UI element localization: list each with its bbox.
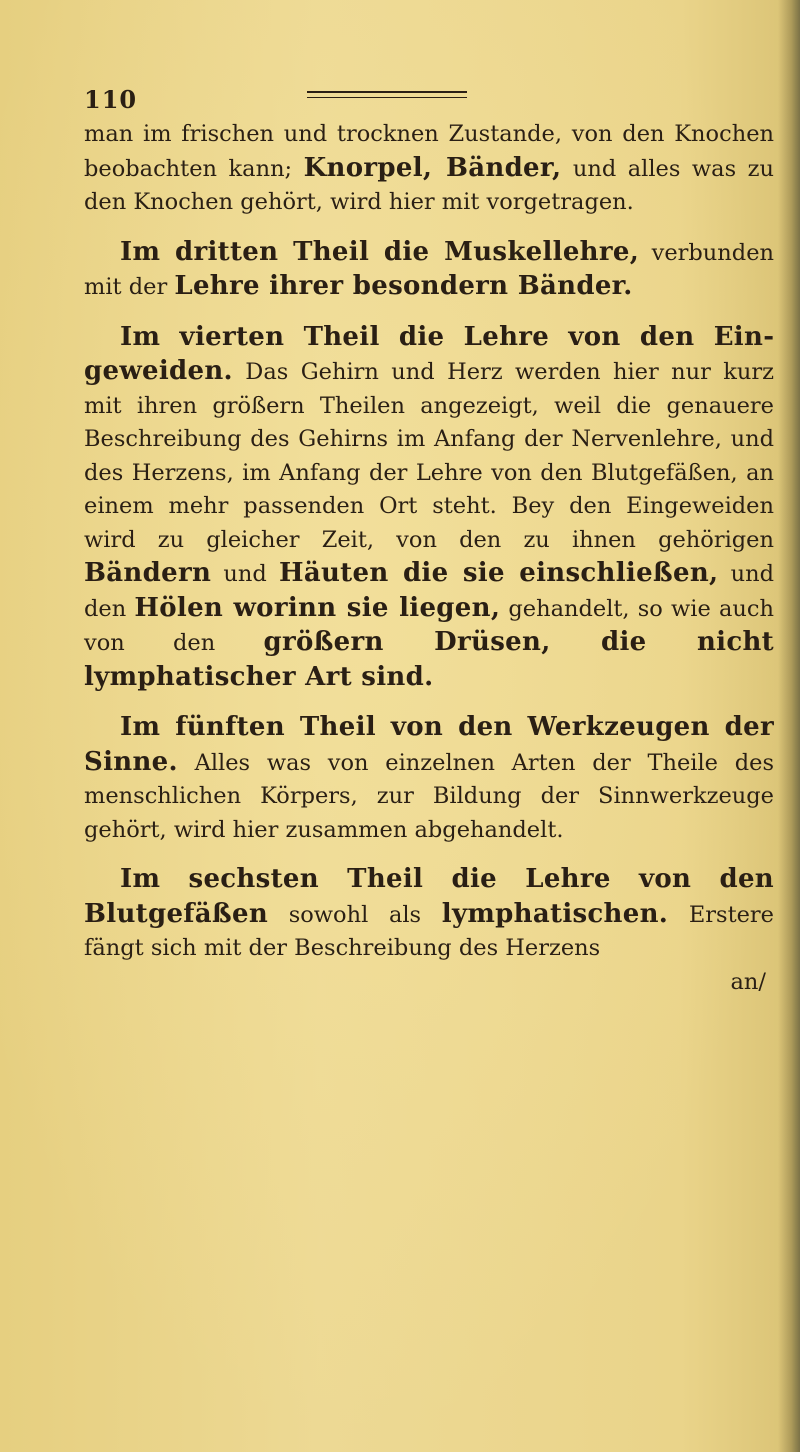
body-text: gehandelt, so wie auch von den [84, 595, 774, 656]
paragraph-2 [84, 236, 774, 305]
emphasis-text: Im vierten Theil die Lehre von den Eingeweiden. [84, 321, 774, 386]
emphasis-text: Lehre ihrer besondern Bänder. [174, 271, 633, 301]
body-text: verbunden mit der [84, 239, 774, 300]
body-text: Das Gehirn und Herz werden hier nur kurz mit ihren größern Theilen angezeigt, weil die genauere Beschreibung des Gehirns im Anfang der Nervenlehre, und des Herzens, im Anfang der Lehre von den Blutgefäßen, an einem mehr passenden Ort steht. Bey den Eingeweiden wird zu gleicher Zeit, von den zu ihnen gehörigen [84, 359, 774, 553]
emphasis-text: Bändern [84, 558, 212, 588]
emphasis-text: Hölen worinn sie liegen, [134, 592, 501, 623]
body-text: sowohl als [268, 901, 442, 928]
body-text: Alles was von einzelnen Arten der Theile des menschlichen Körpers, zur Bildung der Sinnwerkzeuge gehört, wird hier zusammen abgehandelt. [84, 749, 774, 843]
emphasis-text: Im fünften Theil von den Werkzeugen der Sinne. [84, 712, 774, 777]
emphasis-text: lymphatischen. [441, 898, 669, 929]
emphasis-text: Knorpel, Bänder, [303, 152, 562, 183]
page-header [84, 78, 774, 114]
paragraph-5 [84, 863, 774, 966]
body-text: man im frischen und trocknen Zustande, von den Knochen beobachten kann; [84, 121, 774, 182]
emphasis-text: Im dritten Theil die Muskellehre, [120, 236, 640, 267]
paragraph-4 [84, 711, 774, 847]
emphasis-text: größern Drüsen, die nicht lymphatischer Art sind. [84, 627, 774, 692]
catchword: an/ [730, 968, 766, 995]
paragraph-3 [84, 321, 774, 696]
body-text: Erstere fängt sich mit der Beschreibung des Herzens [84, 901, 774, 961]
paragraph-1 [84, 118, 774, 220]
body-text: und den [84, 561, 774, 622]
emphasis-text: Häuten die sie einschließen, [278, 558, 719, 588]
page-number: 110 [84, 85, 138, 114]
body-text: und alles was zu den Knochen gehört, wird hier mit vorgetragen. [84, 155, 774, 215]
emphasis-text: Im sechsten Theil die Lehre von den Blutgefäßen [84, 864, 774, 929]
text-block [84, 78, 774, 999]
body-text: und [211, 561, 279, 587]
page-edge-shadow [778, 0, 800, 1452]
header-rule [307, 91, 467, 98]
